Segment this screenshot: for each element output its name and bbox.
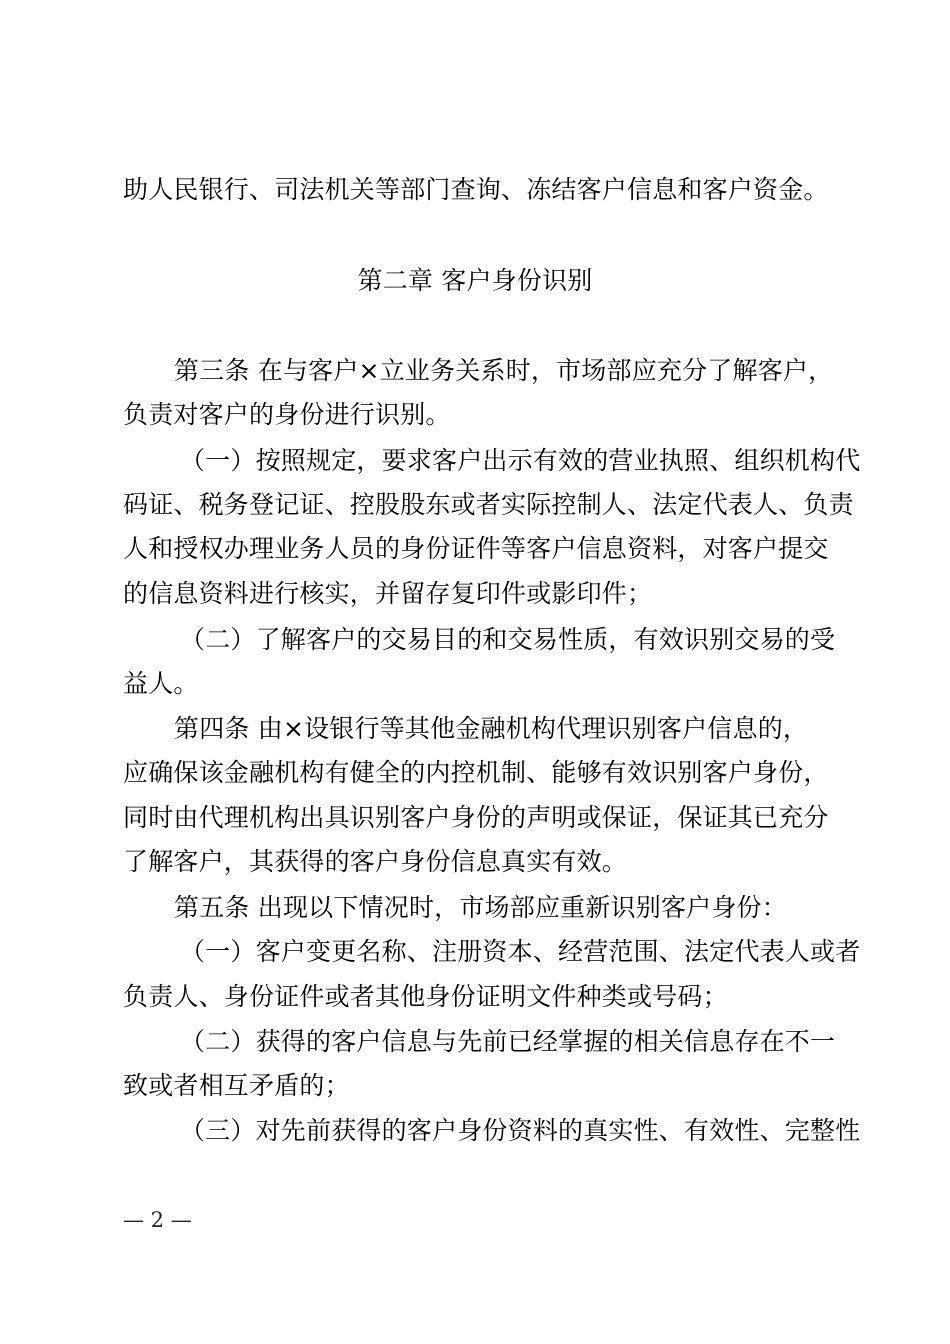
article-5-line-1: 第五条 出现以下情况时，市场部应重新识别客户身份： [174,893,787,922]
article-5-item-3-line-1: （三）对先前获得的客户身份资料的真实性、有效性、完整性 [180,1116,861,1145]
article-3-item-1-line-1: （一）按照规定，要求客户出示有效的营业执照、组织机构代 [180,446,861,475]
chapter-heading: 第二章 客户身份识别 [357,266,593,295]
article-5-item-1-line-1: （一）客户变更名称、注册资本、经营范围、法定代表人或者 [180,937,861,966]
article-5-item-1-line-2: 负责人、身份证件或者其他身份证明文件种类或号码； [123,982,728,1011]
article-3-line-1: 第三条 在与客户×立业务关系时，市场部应充分了解客户， [174,356,834,385]
article-3-item-1-line-4: 的信息资料进行核实，并留存复印件或影印件； [123,579,653,608]
article-4-line-3: 同时由代理机构出具识别客户身份的声明或保证，保证其已充分 [123,803,829,832]
article-4-line-2: 应确保该金融机构有健全的内控机制、能够有效识别客户身份， [123,758,829,787]
article-5-item-2-line-1: （二）获得的客户信息与先前已经掌握的相关信息存在不一 [180,1027,836,1056]
page-number: — 2 — [123,1208,192,1232]
paragraph-line-continuation: 助人民银行、司法机关等部门查询、冻结客户信息和客户资金。 [123,175,829,204]
article-3-item-1-line-2: 码证、税务登记证、控股股东或者实际控制人、法定代表人、负责 [123,490,854,519]
article-3-item-1-line-3: 人和授权办理业务人员的身份证件等客户信息资料，对客户提交 [123,534,829,563]
article-5-item-2-line-2: 致或者相互矛盾的； [123,1071,350,1100]
article-3-line-2: 负责对客户的身份进行识别。 [123,400,451,429]
article-3-item-2-line-1: （二）了解客户的交易目的和交易性质，有效识别交易的受 [180,625,836,654]
article-4-line-1: 第四条 由×设银行等其他金融机构代理识别客户信息的， [174,714,809,743]
article-3-item-2-line-2: 益人。 [123,669,199,698]
article-4-line-4: 了解客户，其获得的客户身份信息真实有效。 [123,847,628,876]
